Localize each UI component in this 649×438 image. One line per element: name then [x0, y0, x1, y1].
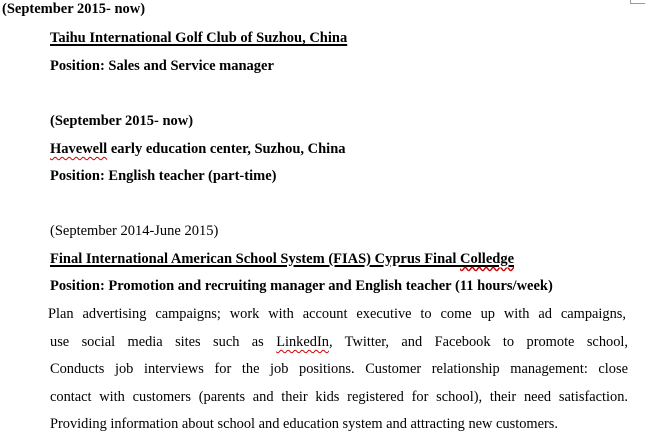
page-corner-mark	[630, 0, 645, 4]
entry-3-position: Position: Promotion and recruiting manager and English teacher (11 hours/week)	[50, 278, 553, 294]
entry-2-org-rest: early education center, Suzhou, China	[107, 141, 346, 157]
entry-2-position: Position: English teacher (part-time)	[50, 168, 277, 184]
desc-line-2-part-1: use social media sites such as	[50, 334, 277, 350]
desc-line-2-part-2: , Twitter, and Facebook to promote school,	[328, 334, 629, 350]
linkedin-word: LinkedIn	[276, 334, 329, 350]
entry-3-desc-line-3: Conducts job interviews for the job positions. Customer relationship management: close	[50, 361, 628, 377]
entry-3-organization	[50, 250, 514, 268]
entry-1-date: (September 2015- now)	[2, 1, 146, 17]
entry-3-date: (September 2014-June 2015)	[50, 223, 219, 239]
entry-3-org-misspelled: Colledge	[460, 251, 515, 267]
entry-2-org-misspelled: Havewell	[50, 141, 108, 157]
entry-3-desc-line-4: contact with customers (parents and their kids registered for school), their need satisfaction.	[50, 389, 628, 405]
entry-3-desc-line-1: Plan advertising campaigns; work with account executive to come up with ad campaigns,	[48, 306, 626, 322]
entry-2-date: (September 2015- now)	[50, 113, 194, 129]
entry-1-position: Position: Sales and Service manager	[50, 58, 274, 74]
entry-1-organization: Taihu International Golf Club of Suzhou, China	[50, 30, 348, 46]
entry-3-desc-line-5: Providing information about school and education system and attracting new customers.	[50, 416, 558, 432]
entry-2-organization	[50, 140, 346, 158]
entry-3-desc-line-2	[50, 333, 628, 351]
entry-3-org-part1: Final International American School System (FIAS) Cyprus Final	[50, 251, 461, 267]
